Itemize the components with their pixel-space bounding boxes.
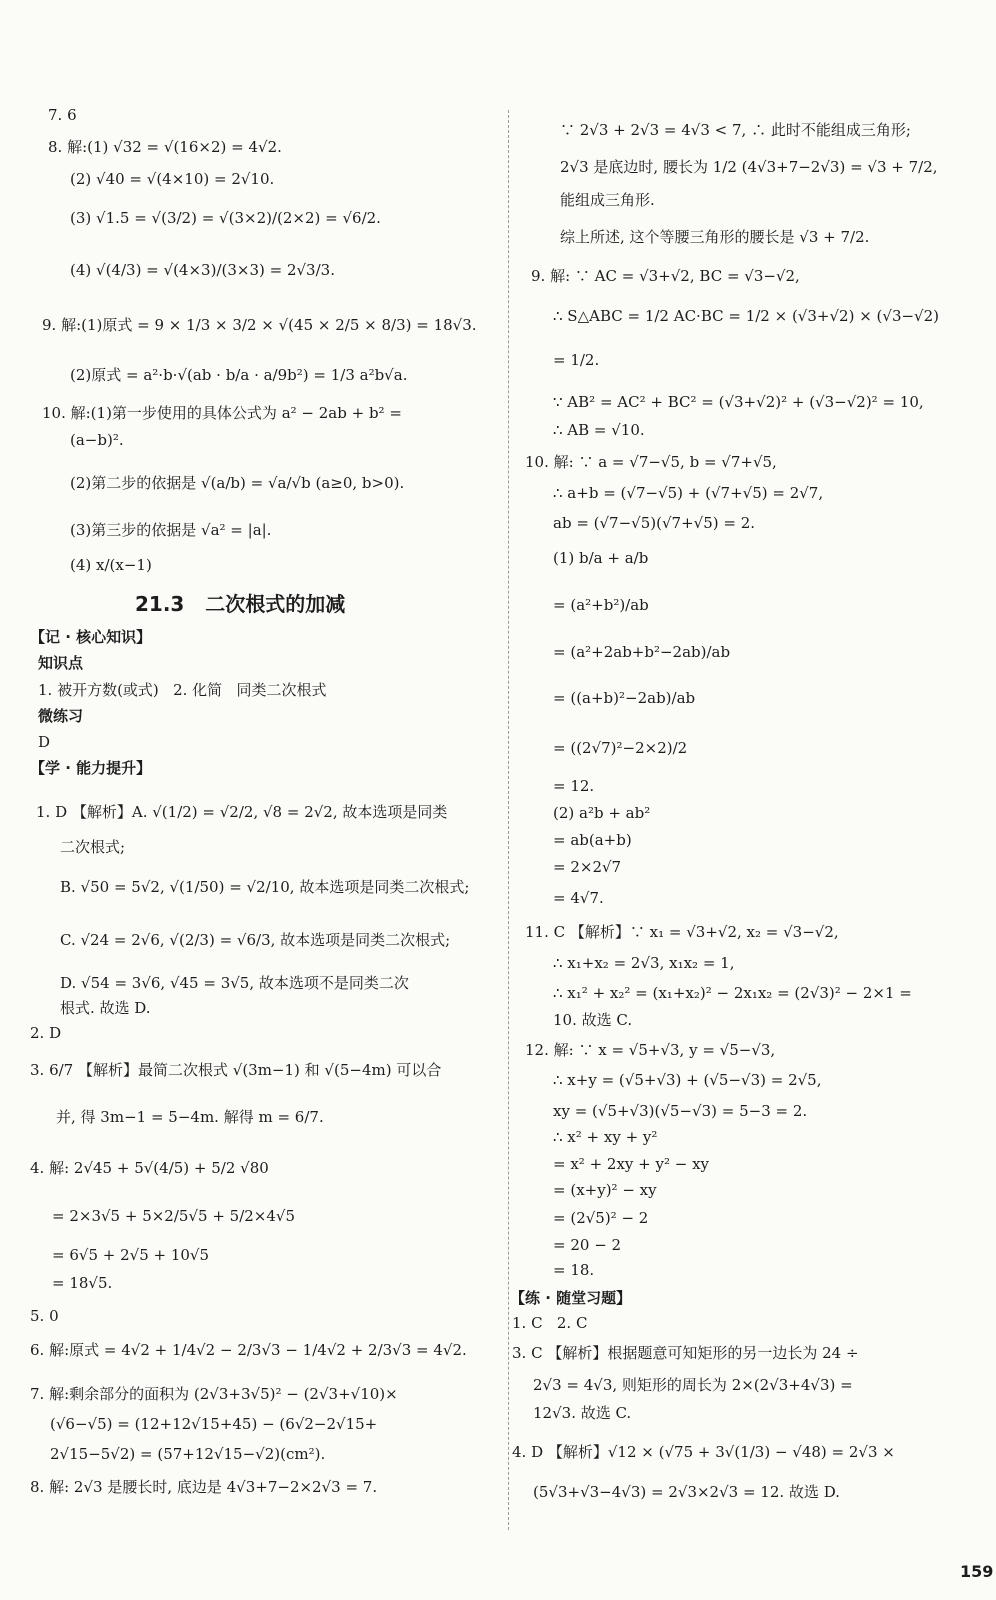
- text-line: = 2×3√5 + 5×2/5√5 + 5/2×4√5: [52, 1207, 296, 1225]
- text-line: ∴ AB = √10.: [553, 421, 645, 439]
- text-line: (4) √(4/3) = √(4×3)/(3×3) = 2√3/3.: [70, 261, 335, 279]
- text-line: (√6−√5) = (12+12√15+45) − (6√2−2√15+: [50, 1415, 378, 1433]
- subheading: 【练 · 随堂习题】: [510, 1289, 632, 1307]
- text-line: D. √54 = 3√6, √45 = 3√5, 故本选项不是同类二次: [60, 974, 409, 992]
- text-line: ∵ 2√3 + 2√3 = 4√3 < 7, ∴ 此时不能组成三角形;: [560, 121, 911, 139]
- text-line: 1. D 【解析】A. √(1/2) = √2/2, √8 = 2√2, 故本选项是同类: [36, 803, 448, 821]
- text-line: 9. 解:(1)原式 = 9 × 1/3 × 3/2 × √(45 × 2/5 × 8/3) = 18√3.: [42, 316, 477, 334]
- text-line: 8. 解:(1) √32 = √(16×2) = 4√2.: [48, 138, 282, 156]
- text-line: (5√3+√3−4√3) = 2√3×2√3 = 12. 故选 D.: [533, 1483, 840, 1501]
- text-line: ∴ S△ABC = 1/2 AC·BC = 1/2 × (√3+√2) × (√3−√2): [553, 307, 940, 325]
- text-line: = ((a+b)²−2ab)/ab: [553, 689, 696, 707]
- text-line: 2√3 = 4√3, 则矩形的周长为 2×(2√3+4√3) =: [533, 1376, 853, 1394]
- text-line: = (a²+b²)/ab: [553, 596, 649, 614]
- text-line: (2)第二步的依据是 √(a/b) = √a/√b (a≥0, b>0).: [70, 474, 405, 492]
- text-line: 根式. 故选 D.: [60, 999, 151, 1017]
- text-line: = 12.: [553, 777, 595, 795]
- text-line: (1) b/a + a/b: [553, 549, 649, 567]
- text-line: 1. 被开方数(或式) 2. 化简 同类二次根式: [38, 681, 327, 699]
- column-divider: [508, 110, 510, 1530]
- text-line: = ((2√7)²−2×2)/2: [553, 739, 688, 757]
- text-line: = 4√7.: [553, 889, 604, 907]
- text-line: (3) √1.5 = √(3/2) = √(3×2)/(2×2) = √6/2.: [70, 209, 381, 227]
- subheading: 【记 · 核心知识】: [30, 628, 152, 646]
- subheading: 【学 · 能力提升】: [30, 759, 152, 777]
- text-line: = 18.: [553, 1261, 595, 1279]
- text-line: 10. 解:(1)第一步使用的具体公式为 a² − 2ab + b² =: [42, 404, 402, 422]
- text-line: 11. C 【解析】∵ x₁ = √3+√2, x₂ = √3−√2,: [525, 923, 839, 941]
- text-line: = 1/2.: [553, 351, 600, 369]
- text-line: 10. 解: ∵ a = √7−√5, b = √7+√5,: [525, 453, 777, 471]
- text-line: 10. 故选 C.: [553, 1011, 633, 1029]
- text-line: ∴ x² + xy + y²: [553, 1128, 658, 1146]
- text-line: ∵ AB² = AC² + BC² = (√3+√2)² + (√3−√2)² = 10,: [553, 393, 924, 411]
- text-line: 5. 0: [30, 1307, 59, 1325]
- text-line: (2) √40 = √(4×10) = 2√10.: [70, 170, 275, 188]
- text-line: = 6√5 + 2√5 + 10√5: [52, 1246, 210, 1264]
- text-line: 并, 得 3m−1 = 5−4m. 解得 m = 6/7.: [56, 1108, 324, 1126]
- text-line: = 20 − 2: [553, 1236, 622, 1254]
- text-line: = (a²+2ab+b²−2ab)/ab: [553, 643, 731, 661]
- text-line: = 2×2√7: [553, 858, 622, 876]
- text-line: 二次根式;: [60, 838, 126, 856]
- text-line: xy = (√5+√3)(√5−√3) = 5−3 = 2.: [553, 1102, 808, 1120]
- text-line: 12√3. 故选 C.: [533, 1404, 632, 1422]
- text-line: D: [38, 733, 51, 751]
- section-heading: 21.3 二次根式的加减: [135, 592, 346, 616]
- text-line: (2) a²b + ab²: [553, 804, 651, 822]
- text-line: 6. 解:原式 = 4√2 + 1/4√2 − 2/3√3 − 1/4√2 + 2/3√3 = 4√2.: [30, 1341, 467, 1359]
- text-line: (3)第三步的依据是 √a² = |a|.: [70, 521, 272, 539]
- text-line: (a−b)².: [70, 431, 124, 449]
- text-line: = (x+y)² − xy: [553, 1181, 657, 1199]
- text-line: 12. 解: ∵ x = √5+√3, y = √5−√3,: [525, 1041, 776, 1059]
- text-line: ∴ x₁² + x₂² = (x₁+x₂)² − 2x₁x₂ = (2√3)² − 2×1 =: [553, 984, 912, 1002]
- text-line: 7. 6: [48, 106, 77, 124]
- text-line: 1. C 2. C: [512, 1314, 588, 1332]
- text-line: 8. 解: 2√3 是腰长时, 底边是 4√3+7−2×2√3 = 7.: [30, 1478, 378, 1496]
- text-line: 3. C 【解析】根据题意可知矩形的另一边长为 24 ÷: [512, 1344, 859, 1362]
- text-line: 3. 6/7 【解析】最简二次根式 √(3m−1) 和 √(5−4m) 可以合: [30, 1061, 442, 1079]
- text-line: ∴ x₁+x₂ = 2√3, x₁x₂ = 1,: [553, 954, 735, 972]
- text-line: 7. 解:剩余部分的面积为 (2√3+3√5)² − (2√3+√10)×: [30, 1385, 398, 1403]
- text-line: (4) x/(x−1): [70, 556, 152, 574]
- text-line: 综上所述, 这个等腰三角形的腰长是 √3 + 7/2.: [560, 228, 870, 246]
- text-line: 9. 解: ∵ AC = √3+√2, BC = √3−√2,: [531, 267, 800, 285]
- page-number: 159: [960, 1562, 994, 1581]
- text-line: = ab(a+b): [553, 831, 632, 849]
- text-line: = (2√5)² − 2: [553, 1209, 649, 1227]
- text-line: B. √50 = 5√2, √(1/50) = √2/10, 故本选项是同类二次根式;: [60, 878, 470, 896]
- text-line: ∴ x+y = (√5+√3) + (√5−√3) = 2√5,: [553, 1071, 822, 1089]
- text-line: 2. D: [30, 1024, 62, 1042]
- text-line: C. √24 = 2√6, √(2/3) = √6/3, 故本选项是同类二次根式;: [60, 931, 451, 949]
- subheading: 知识点: [38, 654, 84, 672]
- text-line: 2√15−5√2) = (57+12√15−√2)(cm²).: [50, 1445, 326, 1463]
- text-line: = 18√5.: [52, 1274, 113, 1292]
- text-line: ab = (√7−√5)(√7+√5) = 2.: [553, 514, 756, 532]
- text-line: ∴ a+b = (√7−√5) + (√7+√5) = 2√7,: [553, 484, 824, 502]
- text-line: (2)原式 = a²·b·√(ab · b/a · a/9b²) = 1/3 a²b√a.: [70, 366, 408, 384]
- text-line: 4. D 【解析】√12 × (√75 + 3√(1/3) − √48) = 2√3 ×: [512, 1443, 895, 1461]
- text-line: 能组成三角形.: [560, 191, 655, 209]
- text-line: = x² + 2xy + y² − xy: [553, 1155, 710, 1173]
- text-line: 4. 解: 2√45 + 5√(4/5) + 5/2 √80: [30, 1159, 269, 1177]
- subheading: 微练习: [38, 707, 84, 725]
- text-line: 2√3 是底边时, 腰长为 1/2 (4√3+7−2√3) = √3 + 7/2,: [560, 158, 938, 176]
